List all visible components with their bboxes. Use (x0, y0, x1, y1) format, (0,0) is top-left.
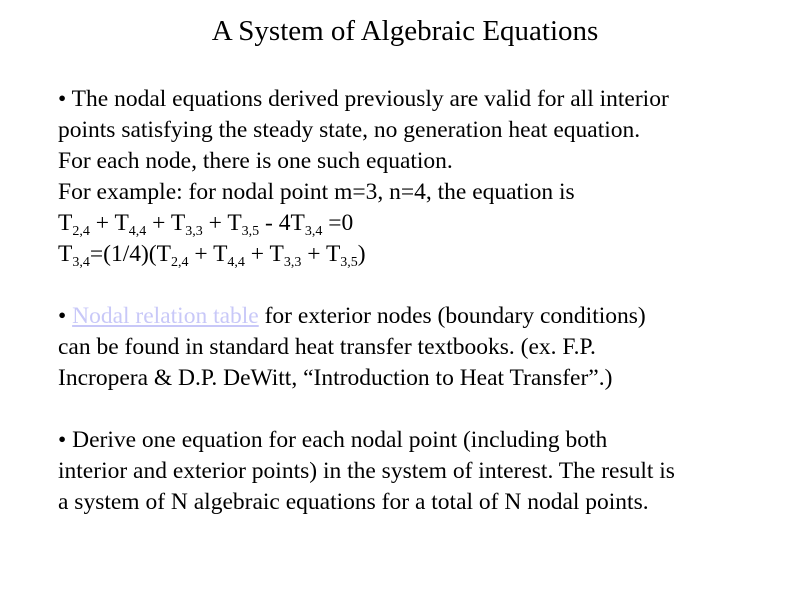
eq2-sub: 4,4 (227, 255, 245, 270)
eq2-sub: 2,4 (170, 255, 189, 270)
para3-line2: interior and exterior points) in the system of interest. The result is (58, 458, 675, 484)
eq2-op: + T (244, 241, 284, 267)
eq1-sub: 3,4 (304, 224, 323, 239)
eq1-sub: 3,5 (241, 224, 260, 239)
eq2-op: + T (301, 241, 341, 267)
nodal-relation-table-link[interactable]: Nodal relation table (72, 303, 259, 329)
eq1-sub: 3,3 (185, 224, 203, 239)
para2-line1-rest: for exterior nodes (boundary conditions) (258, 303, 646, 329)
eq1-op: + T (146, 210, 186, 236)
para2-line1 (58, 301, 778, 332)
eq2-sub: 3,5 (340, 255, 358, 270)
para3-line3: a system of N algebraic equations for a total of N nodal points. (58, 489, 649, 515)
para1-line4: For example: for nodal point m=3, n=4, the equation is (58, 179, 575, 205)
para3-line1: • Derive one equation for each nodal point (including both (58, 427, 608, 453)
equation-2 (58, 239, 778, 270)
eq1-tail: =0 (322, 210, 354, 236)
slide-title: A System of Algebraic Equations (211, 15, 599, 47)
para1-line2: points satisfying the steady state, no generation heat equation. (58, 117, 641, 143)
eq2-sub: 3,3 (283, 255, 302, 270)
paragraph-spacer (58, 270, 778, 301)
para2-line2: can be found in standard heat transfer textbooks. (ex. F.P. (58, 334, 596, 360)
eq2-tail: ) (357, 241, 366, 267)
eq2-sub: 3,4 (72, 255, 90, 270)
eq1-op: - 4T (259, 210, 305, 236)
paragraph-spacer (58, 394, 778, 425)
slide-body (58, 84, 778, 518)
bullet: • (58, 303, 73, 329)
eq2-op: =(1/4)(T (89, 241, 171, 267)
eq1-op: + T (202, 210, 242, 236)
eq2-term: T (58, 241, 73, 267)
eq1-term: T (58, 210, 73, 236)
eq1-sub: 2,4 (72, 224, 90, 239)
para1-line3: For each node, there is one such equation. (58, 148, 453, 174)
para1-line1: • The nodal equations derived previously are valid for all interior (58, 86, 669, 112)
eq1-op: + T (89, 210, 129, 236)
eq2-op: + T (188, 241, 228, 267)
para2-line3: Incropera & D.P. DeWitt, “Introduction to Heat Transfer”.) (58, 365, 613, 391)
eq1-sub: 4,4 (128, 224, 147, 239)
equation-1 (58, 208, 778, 239)
